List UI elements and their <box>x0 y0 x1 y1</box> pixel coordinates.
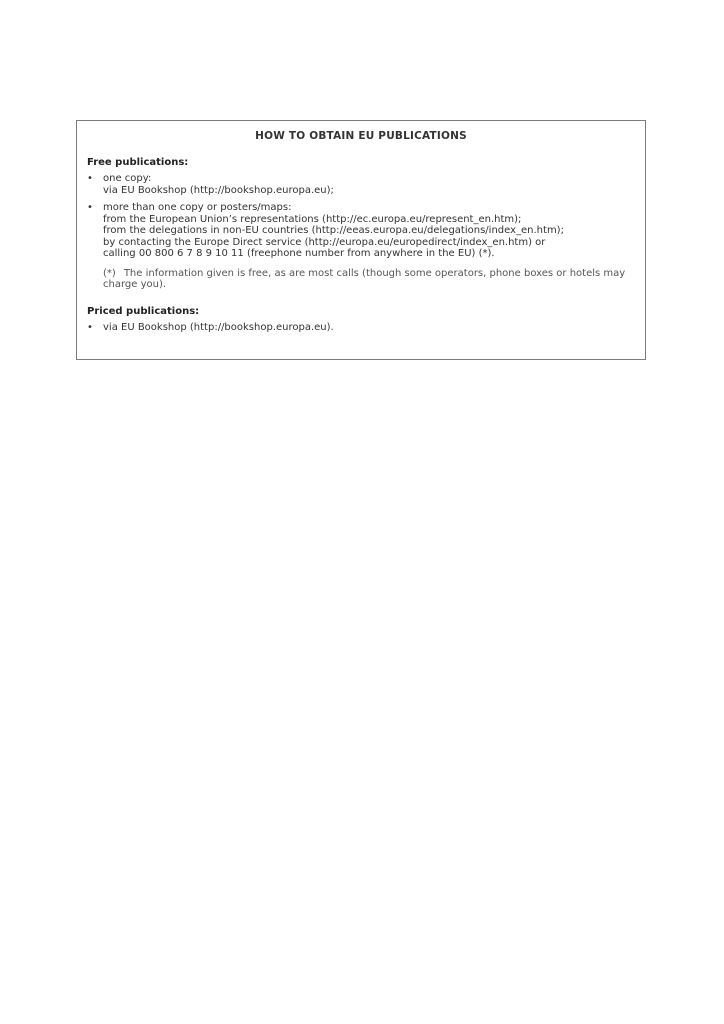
free-publications-list <box>87 173 635 291</box>
footnote <box>103 268 635 291</box>
item-text: via EU Bookshop (http://bookshop.europa.eu); <box>103 184 334 196</box>
item-text: from the delegations in non-EU countries (http://eeas.europa.eu/delegations/index_en.htm); <box>103 225 564 236</box>
item-text: calling 00 800 6 7 8 9 10 11 (freephone number from anywhere in the EU) (*). <box>103 248 495 259</box>
box-title: HOW TO OBTAIN EU PUBLICATIONS <box>255 130 467 142</box>
priced-publications-heading: Priced publications: <box>87 305 200 317</box>
free-publications-heading: Free publications: <box>87 157 189 168</box>
item-text: from the European Union’s representations (http://ec.europa.eu/represent_en.htm); <box>103 213 522 225</box>
footnote-text: The information given is free, as are most calls (though some operators, phone boxes or hotels may charge you). <box>103 267 626 290</box>
list-item-bookshop <box>87 322 635 334</box>
list-item-multiple-copies <box>87 202 635 291</box>
bullet-icon: • <box>87 173 93 184</box>
footnote-mark: (*) <box>103 267 116 279</box>
bullet-icon: • <box>87 202 93 213</box>
publications-info-box <box>76 120 646 360</box>
list-item-one-copy <box>87 173 635 196</box>
item-text: one copy: <box>103 173 152 184</box>
priced-publications-list <box>87 322 635 334</box>
item-text: more than one copy or posters/maps: <box>103 202 292 213</box>
bullet-icon: • <box>87 321 93 333</box>
item-text: via EU Bookshop (http://bookshop.europa.eu). <box>103 321 334 333</box>
item-text: by contacting the Europe Direct service (http://europa.eu/europedirect/index_en.htm) or <box>103 236 546 248</box>
